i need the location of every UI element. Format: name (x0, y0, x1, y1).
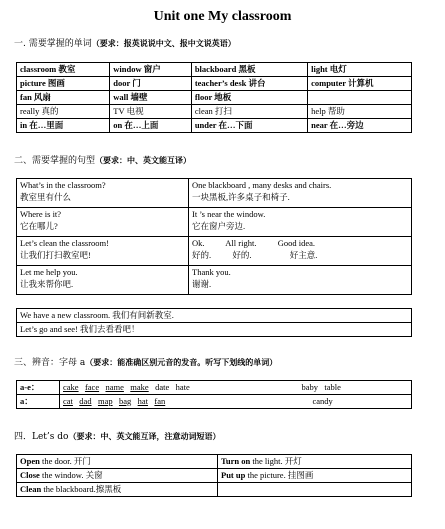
sentence-table (16, 178, 412, 295)
table-row (17, 381, 412, 395)
lets-do-table (16, 454, 412, 497)
section-2-requirement: （要求：中、英文能互译） (95, 155, 192, 165)
table-row (17, 237, 412, 266)
phrase-rest: the door. 开门 (39, 456, 91, 466)
vocab-cell: TV 电视 (110, 105, 192, 119)
sentence-english: Let’s clean the classroom! (20, 238, 109, 248)
vocab-cell: floor 地板 (191, 91, 307, 105)
sentence-chinese: 它在哪儿? (20, 221, 58, 231)
underlined-word: bag (118, 396, 132, 406)
vocab-cell: help 帮助 (308, 105, 412, 119)
sentence-english: What’s in the classroom? (20, 180, 106, 190)
phonics-label: a： (17, 395, 60, 409)
section-4-requirement: （要求：中、英文能互译，注意动词短语） (68, 431, 221, 441)
verb-phrase: Clean (20, 484, 42, 494)
section-1-requirement: （要求：报英说说中文、报中文说英语） (91, 38, 236, 48)
sentence-chinese: 好的. 好的. 好主意. (192, 250, 318, 260)
underlined-word: hat (137, 396, 149, 406)
table-row (17, 395, 412, 409)
sentence-cell (189, 208, 412, 237)
vocab-cell: door 门 (110, 77, 192, 91)
phrase-rest: the window. 关窗 (39, 470, 103, 480)
table-row (17, 63, 412, 77)
vocab-cell: wall 墙壁 (110, 91, 192, 105)
sentence-cell (17, 237, 189, 266)
table-row (17, 266, 412, 295)
underlined-word: name (105, 382, 124, 392)
extra-sentence-table (16, 308, 412, 337)
sentence-chinese: 一块黑板,许多桌子和椅子. (192, 192, 290, 202)
table-row (17, 119, 412, 133)
vocab-cell: window 窗户 (110, 63, 192, 77)
phrase-rest: the light. 开灯 (250, 456, 302, 466)
underlined-word: cat (63, 396, 73, 406)
vocab-cell: really 真的 (17, 105, 110, 119)
vocab-cell: near 在…旁边 (308, 119, 412, 133)
lets-do-cell (17, 455, 218, 469)
vocabulary-table (16, 62, 412, 133)
sentence-chinese: 让我来帮你吧. (20, 279, 74, 289)
lets-do-cell (17, 483, 218, 497)
sentence-cell (17, 208, 189, 237)
lets-do-cell (218, 469, 412, 483)
table-row (17, 179, 412, 208)
phonics-words (60, 395, 412, 409)
table-row (17, 91, 412, 105)
vocab-cell: under 在…下面 (191, 119, 307, 133)
sentence-cell (17, 266, 189, 295)
verb-phrase: Turn on (221, 456, 251, 466)
phonics-right-group (302, 381, 341, 393)
underlined-word: cake (63, 382, 79, 392)
vocab-cell: teacher’s desk 讲台 (191, 77, 307, 91)
underlined-word: fan (154, 396, 166, 406)
plain-word: table (324, 382, 341, 392)
section-3-requirement: （要求：能准确区别元音的发音。听写下划线的单词） (85, 357, 278, 367)
phrase-rest: the picture. 挂图画 (245, 470, 314, 480)
underlined-word: dad (79, 396, 92, 406)
section-4-label: 四．Let’s do (14, 432, 69, 442)
lets-do-cell (218, 455, 412, 469)
table-row (17, 469, 412, 483)
underlined-word: face (84, 382, 100, 392)
phrase-rest: the blackboard.擦黑板 (41, 484, 122, 494)
plain-word: candy (312, 396, 333, 406)
sentence-cell (189, 266, 412, 295)
vocab-cell: in 在…里面 (17, 119, 110, 133)
sentence-english: One blackboard , many desks and chairs. (192, 180, 332, 190)
section-1-label: 一. 需要掌握的单词 (14, 39, 92, 49)
sentence-english: Where is it? (20, 209, 62, 219)
section-4-heading (14, 429, 220, 442)
sentence-english: Thank you. (192, 267, 231, 277)
sentence-chinese: 谢谢. (192, 279, 212, 289)
table-row (17, 77, 412, 91)
phonics-label: a-e： (17, 381, 60, 395)
table-row (17, 455, 412, 469)
sentence-cell (189, 237, 412, 266)
vocab-cell: picture 图画 (17, 77, 110, 91)
phonics-table (16, 380, 412, 409)
sentence-english: Let me help you. (20, 267, 78, 277)
table-row (17, 323, 412, 337)
plain-word: date (155, 382, 170, 392)
section-1-heading (14, 36, 236, 49)
sentence-chinese: 它在窗户旁边. (192, 221, 246, 231)
phonics-words (60, 381, 412, 395)
table-row (17, 105, 412, 119)
sentence-cell (17, 179, 189, 208)
plain-word: hate (175, 382, 190, 392)
sentence-cell (189, 179, 412, 208)
vocab-cell: computer 计算机 (308, 77, 412, 91)
sentence-english: Ok. All right. Good idea. (192, 238, 316, 248)
extra-sentence: We have a new classroom. 我们有间新教室. (17, 309, 412, 323)
table-row (17, 483, 412, 497)
verb-phrase: Open (20, 456, 40, 466)
verb-phrase: Put up (221, 470, 246, 480)
underlined-word: make (130, 382, 149, 392)
verb-phrase: Close (20, 470, 40, 480)
sentence-chinese: 教室里有什么 (20, 192, 72, 202)
vocab-cell: blackboard 黑板 (191, 63, 307, 77)
vocab-cell: on 在…上面 (110, 119, 192, 133)
vocab-cell: classroom 教室 (17, 63, 110, 77)
table-row (17, 208, 412, 237)
sentence-chinese: 让我们打扫教室吧! (20, 250, 91, 260)
section-3-label: 三、辨音：字母 a (14, 358, 86, 368)
section-2-heading (14, 153, 191, 166)
sentence-english: It ’s near the window. (192, 209, 266, 219)
vocab-cell: light 电灯 (308, 63, 412, 77)
vocab-cell: fan 风扇 (17, 91, 110, 105)
lets-do-cell (17, 469, 218, 483)
lets-do-cell (218, 483, 412, 497)
table-row (17, 309, 412, 323)
extra-sentence: Let’s go and see! 我们去看看吧！ (17, 323, 412, 337)
plain-word: baby (301, 382, 319, 392)
vocab-cell: clean 打扫 (191, 105, 307, 119)
underlined-word: map (97, 396, 113, 406)
vocab-cell (308, 91, 412, 105)
page-title: Unit one My classroom (153, 9, 292, 24)
section-3-heading (14, 355, 277, 368)
section-2-label: 二、需要掌握的句型 (14, 156, 96, 166)
